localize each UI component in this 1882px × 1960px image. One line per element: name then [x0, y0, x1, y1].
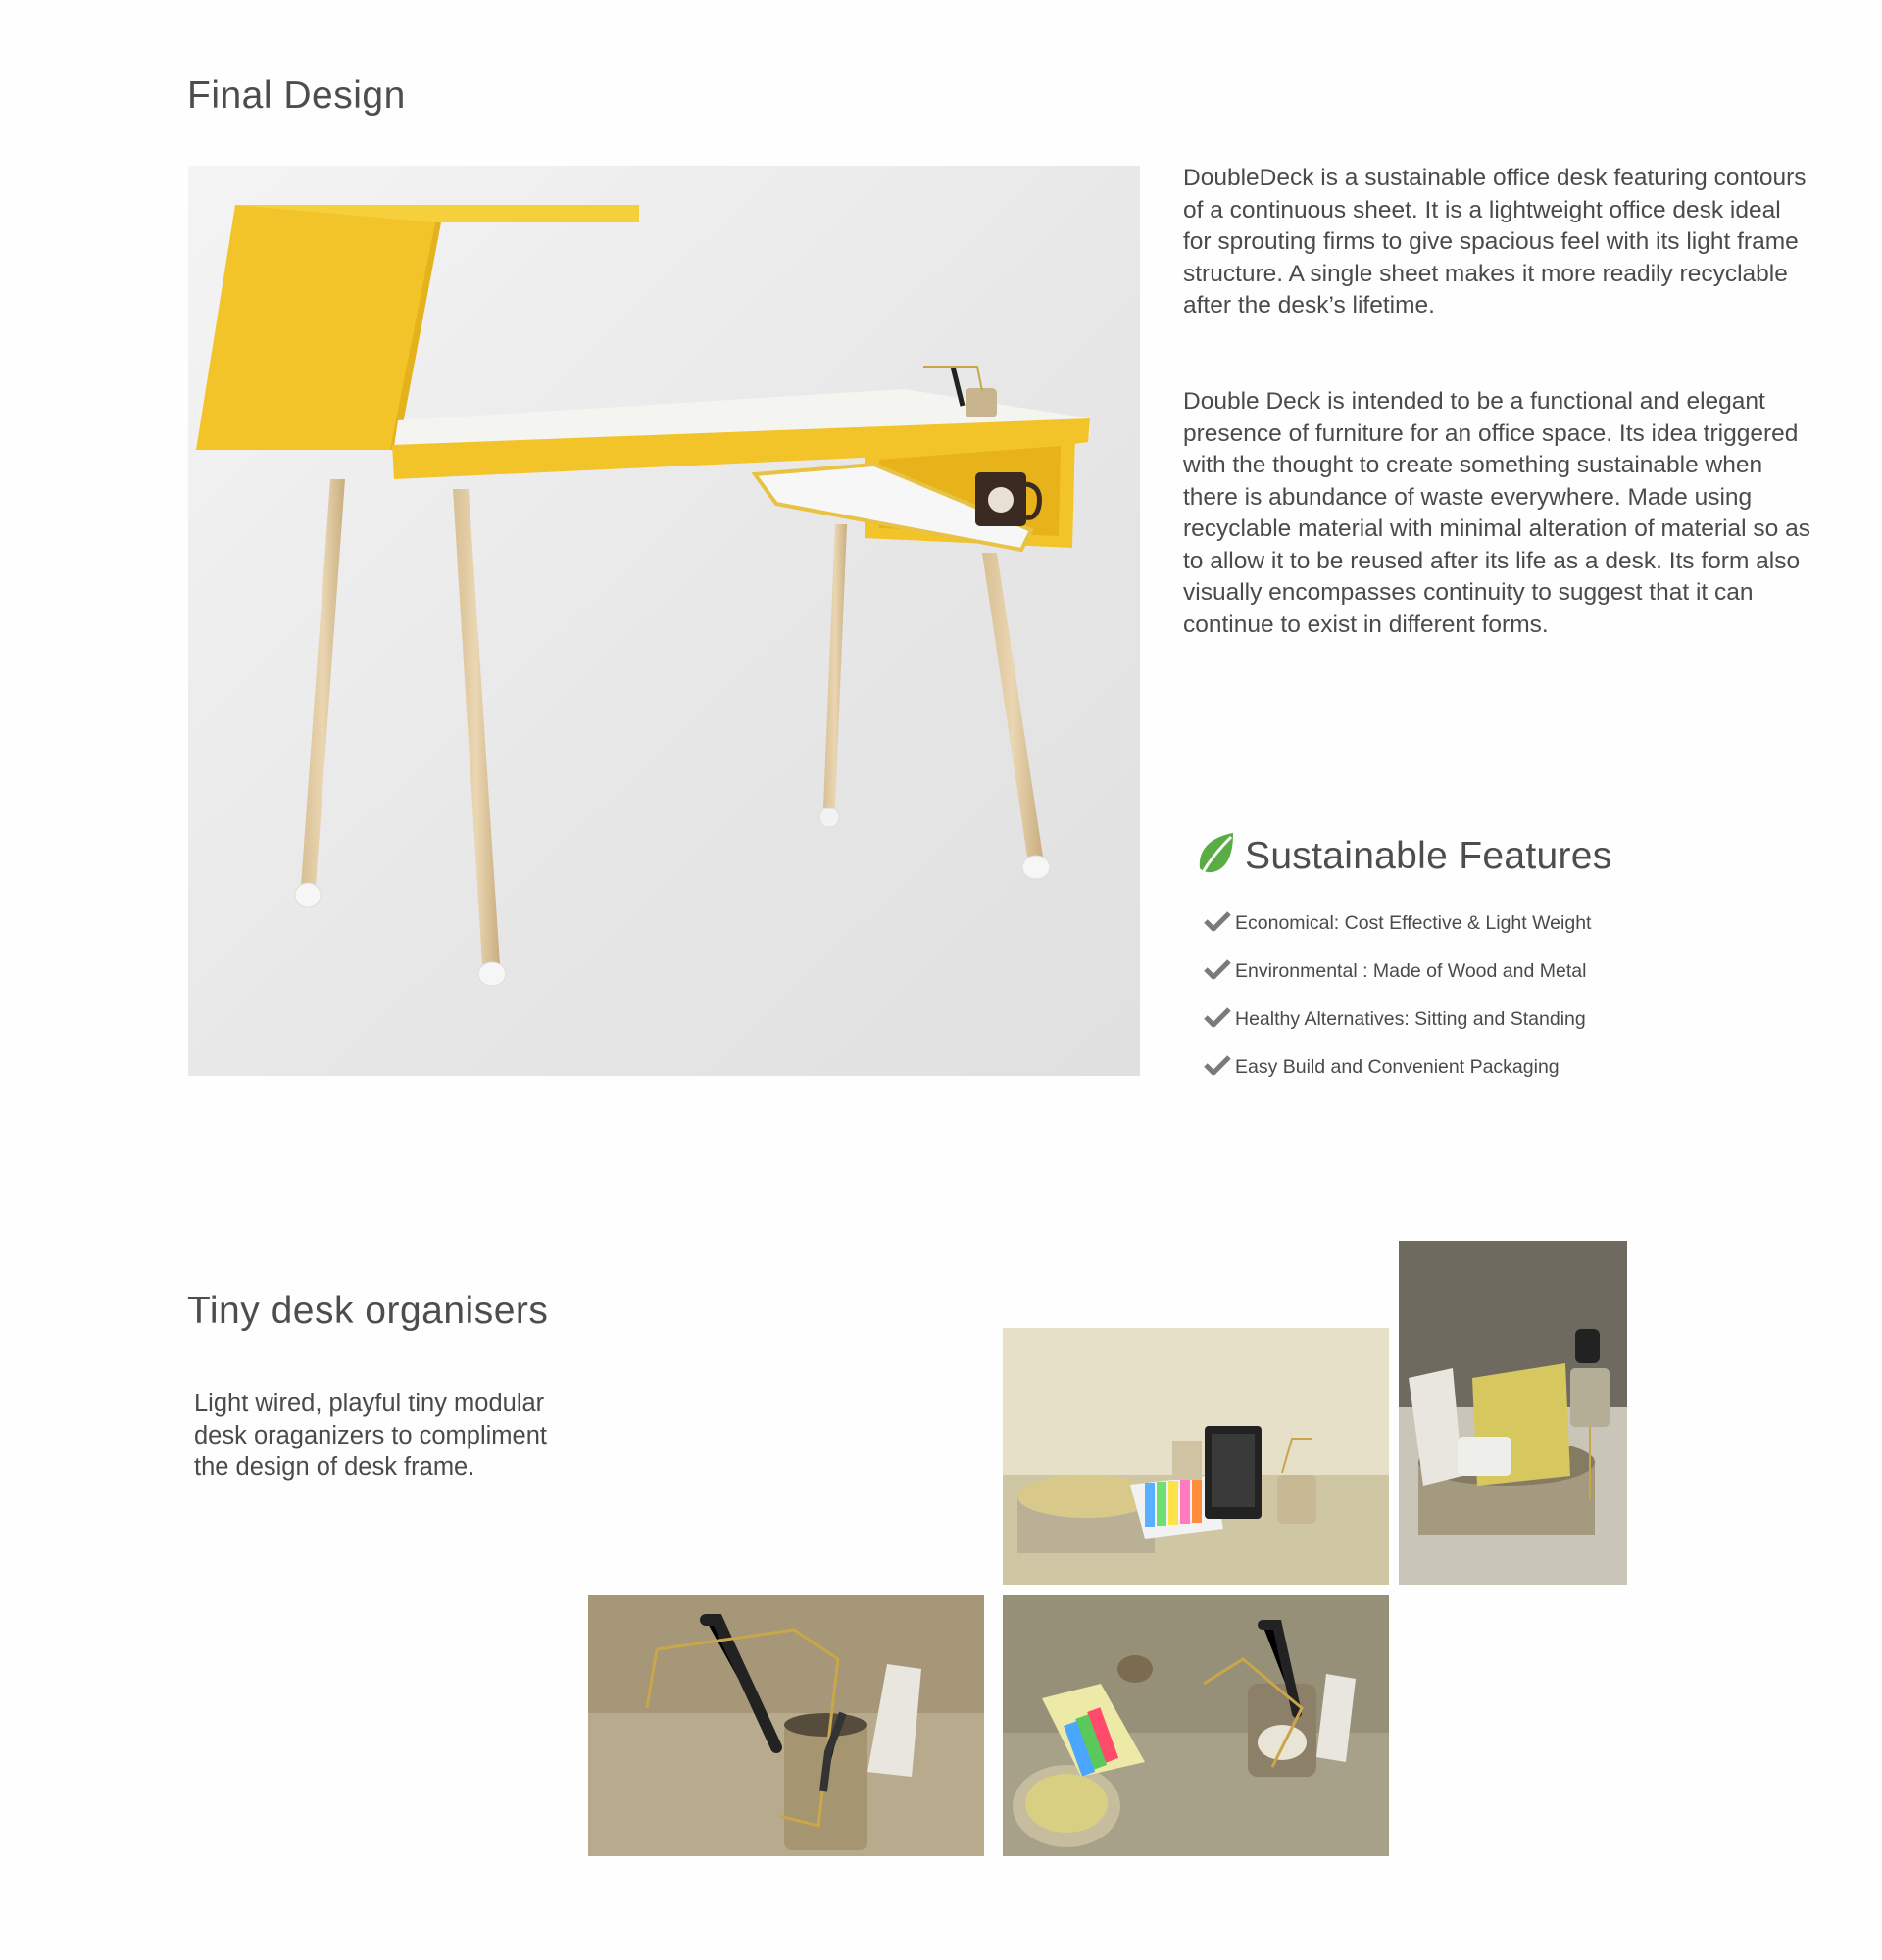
- leaf-icon: [1194, 831, 1237, 881]
- features-list: [1204, 900, 1591, 1092]
- sustainable-features-heading: [1194, 831, 1612, 881]
- organisers-description: Light wired, playful tiny modular desk oraganizers to compliment the design of desk frame.: [194, 1390, 548, 1481]
- organiser-photo: [1003, 1328, 1389, 1585]
- desk-description: DoubleDeck is a sustainable office desk featuring contours of a continuous sheet. It is a lightweight office desk ideal for sprouting firms to give spacious feel with its light frame structure. A single sheet makes it more readily recyclable after the desk’s lifetime.: [1183, 165, 1807, 318]
- page-title: Final Design: [187, 74, 406, 117]
- desk-concept-text: Double Deck is intended to be a functional and elegant presence of furniture for an office space. Its idea triggered with the thought to create something sustainable when there is abundance of waste everywhere. Made using recyclable material with minimal alteration of material so as to allow it to be reused after its life as a desk. Its form also visually encompasses continuity to suggest that it can continue to exist in different forms.: [1183, 388, 1810, 638]
- checkmark-icon: [1204, 910, 1235, 938]
- feature-label: Economical: Cost Effective & Light Weight: [1235, 912, 1592, 934]
- checkmark-icon: [1204, 1054, 1235, 1082]
- section-title: Tiny desk organisers: [187, 1290, 549, 1332]
- desk-photo: [188, 166, 1140, 1076]
- checkmark-icon: [1204, 958, 1235, 986]
- list-item: [1204, 900, 1591, 948]
- list-item: [1204, 1044, 1591, 1092]
- checkmark-icon: [1204, 1006, 1235, 1034]
- sustainable-heading-text: Sustainable Features: [1245, 834, 1612, 877]
- organiser-photo: [1399, 1241, 1627, 1585]
- list-item: [1204, 948, 1591, 996]
- feature-label: Easy Build and Convenient Packaging: [1235, 1056, 1560, 1078]
- feature-label: Healthy Alternatives: Sitting and Standing: [1235, 1008, 1586, 1030]
- organiser-photo: [588, 1595, 984, 1856]
- list-item: [1204, 996, 1591, 1044]
- feature-label: Environmental : Made of Wood and Metal: [1235, 960, 1587, 982]
- organiser-photo: [1003, 1595, 1389, 1856]
